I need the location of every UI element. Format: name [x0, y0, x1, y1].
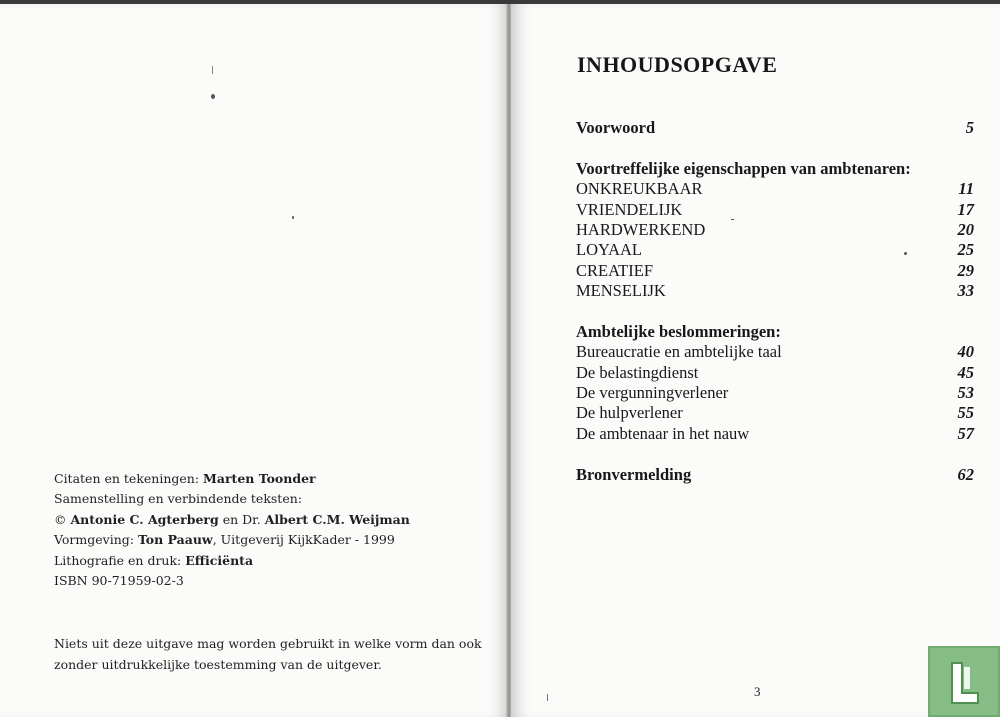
toc-entry-page: 62 — [957, 464, 974, 484]
logo-mark-icon — [950, 661, 980, 705]
author-name-2: Albert C.M. Weijman — [264, 511, 410, 527]
toc-entry-page: 17 — [957, 199, 974, 219]
toc-entry-page: 20 — [957, 219, 974, 239]
toc-entry — [576, 220, 974, 240]
toc-entry — [576, 281, 974, 301]
toc-entry-page: 11 — [958, 179, 974, 199]
toc-entry-label: Voorwoord — [576, 118, 656, 137]
toc-entry-voorwoord — [576, 118, 974, 138]
toc-entry-page: 29 — [957, 260, 974, 280]
toc-entry-page: 5 — [965, 118, 974, 137]
toc-section-heading: Voortreffelijke eigenschappen van ambtenaren: — [576, 158, 911, 178]
toc-entry-page: 55 — [957, 403, 974, 423]
toc-entry — [576, 240, 974, 260]
printer-name: Efficiënta — [185, 552, 254, 568]
toc-entry-label: CREATIEF — [576, 260, 654, 280]
paper-speck — [211, 94, 215, 99]
toc-entry-label: MENSELIJK — [576, 281, 666, 301]
toc-section-heading: Ambtelijke beslommeringen: — [576, 321, 781, 341]
credit-line-illustrations: Citaten en tekeningen: Marten Toonder — [54, 471, 316, 486]
toc-entry-label: De vergunningverlener — [576, 383, 729, 403]
toc-title: INHOUDSOPGAVE — [577, 52, 778, 77]
toc-entry-page: 45 — [957, 362, 974, 382]
lastdodo-logo-icon — [928, 646, 1000, 717]
toc-entry — [576, 200, 974, 220]
notice-line-1: Niets uit deze uitgave mag worden gebruikt in welke vorm dan ook — [54, 636, 482, 651]
left-page — [0, 4, 508, 717]
toc-entry — [576, 403, 974, 423]
credit-line-copyright: © Antonie C. Agterberg en Dr. Albert C.M. Weijman — [54, 511, 410, 527]
toc-entry-page: 57 — [957, 423, 974, 443]
isbn-line: ISBN 90-71959-02-3 — [54, 573, 184, 589]
paper-speck — [904, 252, 907, 255]
toc-entry — [576, 383, 974, 403]
toc-entry-label: Bronvermelding — [576, 464, 692, 484]
table-of-contents — [576, 118, 974, 485]
toc-entry-page: 53 — [957, 383, 974, 403]
designer-name: Ton Paauw — [137, 532, 213, 548]
toc-entry-label: De hulpverlener — [576, 403, 683, 423]
paper-speck — [292, 216, 294, 219]
toc-entry-page: 25 — [957, 240, 974, 260]
toc-entry — [576, 363, 974, 383]
illustrator-name: Marten Toonder — [203, 471, 316, 486]
toc-entry — [576, 261, 974, 281]
toc-entry-label: Bureaucratie en ambtelijke taal — [576, 342, 782, 362]
toc-entry-label: ONKREUKBAAR — [576, 179, 703, 199]
credit-line-design: Vormgeving: Ton Paauw, Uitgeverij KijkKader - 1999 — [54, 532, 395, 548]
toc-entry-label: HARDWERKEND — [576, 219, 706, 239]
toc-entry-page: 33 — [957, 281, 974, 301]
notice-line-2: zonder uitdrukkelijke toestemming van de uitgever. — [54, 657, 382, 672]
page-number: 3 — [754, 684, 761, 699]
paper-speck — [731, 219, 734, 220]
copyright-notice — [54, 633, 482, 675]
toc-entry-label: VRIENDELIJK — [576, 199, 683, 219]
author-name-1: Antonie C. Agterberg — [70, 511, 219, 527]
toc-entry — [576, 179, 974, 199]
colophon — [54, 469, 410, 591]
toc-entry-page: 40 — [957, 342, 974, 362]
toc-entry-bronvermelding — [576, 465, 974, 485]
credit-line-printing: Lithografie en druk: Efficiënta — [54, 552, 254, 568]
paper-speck — [547, 694, 548, 701]
credit-line-compilation: Samenstelling en verbindende teksten: — [54, 491, 302, 507]
toc-entry-label: De belastingdienst — [576, 362, 699, 382]
toc-entry — [576, 342, 974, 362]
paper-speck — [212, 66, 213, 74]
toc-entry-label: De ambtenaar in het nauw — [576, 423, 750, 443]
toc-entry — [576, 424, 974, 444]
toc-entry-label: LOYAAL — [576, 240, 642, 260]
